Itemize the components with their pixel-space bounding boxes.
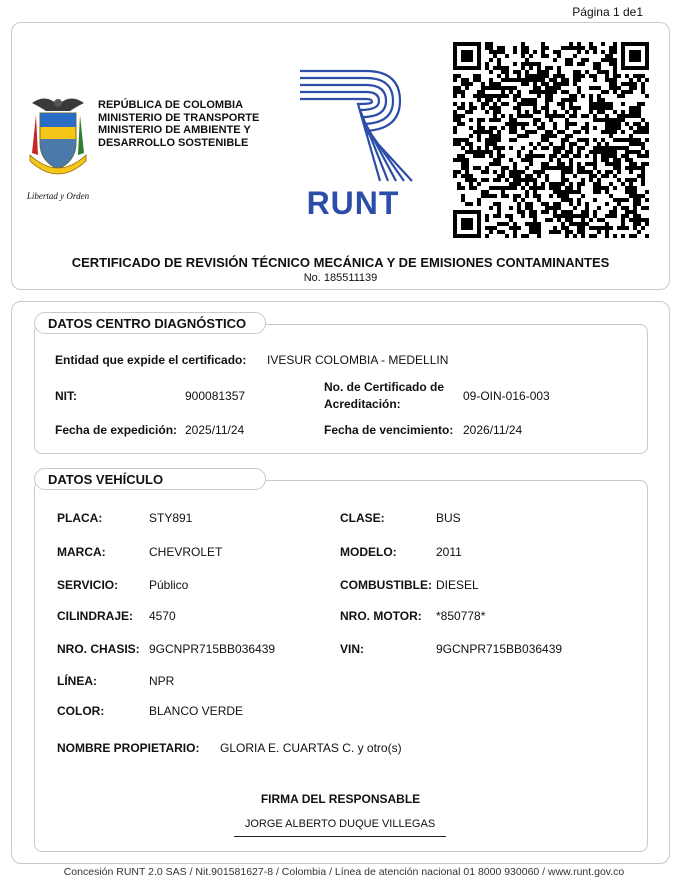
gov-line: DESARROLLO SOSTENIBLE (98, 136, 249, 149)
vin-label: VIN: (340, 642, 364, 656)
center-section (34, 324, 648, 454)
vin-value: 9GCNPR715BB036439 (436, 642, 563, 656)
qr-code[interactable] (453, 42, 649, 238)
motor-value: *850778* (436, 609, 486, 623)
gov-line: MINISTERIO DE AMBIENTE Y (98, 124, 251, 136)
nit-label: NIT: (55, 389, 77, 403)
placa-label: PLACA: (57, 511, 103, 525)
clase-label: CLASE: (340, 511, 385, 525)
issue-date-label: Fecha de expedición: (55, 423, 178, 437)
clase-value: BUS (436, 511, 461, 525)
color-label: COLOR: (57, 704, 105, 718)
signature-line (234, 836, 446, 837)
runt-wordmark: RUNT (306, 185, 400, 221)
certificate-header (11, 22, 670, 290)
expiry-date-value: 2026/11/24 (463, 423, 523, 437)
modelo-label: MODELO: (340, 545, 397, 559)
linea-label: LÍNEA: (57, 674, 97, 688)
accreditation-label-line: No. de Certificado de (324, 380, 445, 394)
cilindraje-value: 4570 (149, 609, 176, 623)
accreditation-value: 09-OIN-016-003 (463, 389, 550, 403)
marca-value: CHEVROLET (149, 545, 223, 559)
gov-line: MINISTERIO DE TRANSPORTE (98, 111, 260, 124)
color-value: BLANCO VERDE (149, 704, 244, 718)
signature-title: FIRMA DEL RESPONSABLE (260, 792, 421, 806)
certificate-body (11, 301, 670, 864)
owner-label: NOMBRE PROPIETARIO: (57, 741, 200, 755)
qr-code-icon (453, 42, 649, 238)
motor-label: NRO. MOTOR: (340, 609, 422, 623)
footer-text: Concesión RUNT 2.0 SAS / Nit.901581627-8 / Colombia / Línea de atención nacional 01 8000 930060 / www.runt.gov.co (63, 866, 625, 878)
combustible-value: DIESEL (436, 578, 479, 592)
vehicle-section-heading: DATOS VEHÍCULO (34, 468, 266, 490)
center-section-heading: DATOS CENTRO DIAGNÓSTICO (34, 312, 266, 334)
combustible-label: COMBUSTIBLE: (340, 578, 432, 592)
accreditation-label (324, 379, 444, 413)
issue-date-value: 2025/11/24 (185, 423, 245, 437)
colombia-coat-of-arms (26, 93, 90, 203)
certificate-number: No. 185511139 (303, 272, 378, 284)
signature-name: JORGE ALBERTO DUQUE VILLEGAS (244, 818, 436, 830)
chasis-value: 9GCNPR715BB036439 (149, 642, 276, 656)
chasis-label: NRO. CHASIS: (57, 642, 140, 656)
certificate-title: CERTIFICADO DE REVISIÓN TÉCNICO MECÁNICA Y DE EMISIONES CONTAMINANTES (71, 255, 610, 270)
coat-of-arms-icon (26, 93, 90, 189)
owner-value: GLORIA E. CUARTAS C. y otro(s) (220, 741, 402, 755)
runt-logo (288, 67, 418, 229)
servicio-value: Público (149, 578, 189, 592)
gov-line: REPÚBLICA DE COLOMBIA (98, 99, 244, 111)
crest-motto: Libertad y Orden (26, 191, 90, 201)
page-number: Página 1 de1 (572, 5, 643, 19)
government-entities (98, 99, 259, 149)
linea-value: NPR (149, 674, 175, 688)
entity-value: IVESUR COLOMBIA - MEDELLIN (267, 353, 449, 367)
entity-label: Entidad que expide el certificado: (55, 353, 247, 367)
servicio-label: SERVICIO: (57, 578, 119, 592)
accreditation-label-line: Acreditación: (324, 397, 401, 411)
cilindraje-label: CILINDRAJE: (57, 609, 134, 623)
runt-r-icon (288, 67, 418, 185)
placa-value: STY891 (149, 511, 193, 525)
modelo-value: 2011 (436, 545, 462, 559)
expiry-date-label: Fecha de vencimiento: (324, 423, 454, 437)
marca-label: MARCA: (57, 545, 106, 559)
nit-value: 900081357 (185, 389, 246, 403)
